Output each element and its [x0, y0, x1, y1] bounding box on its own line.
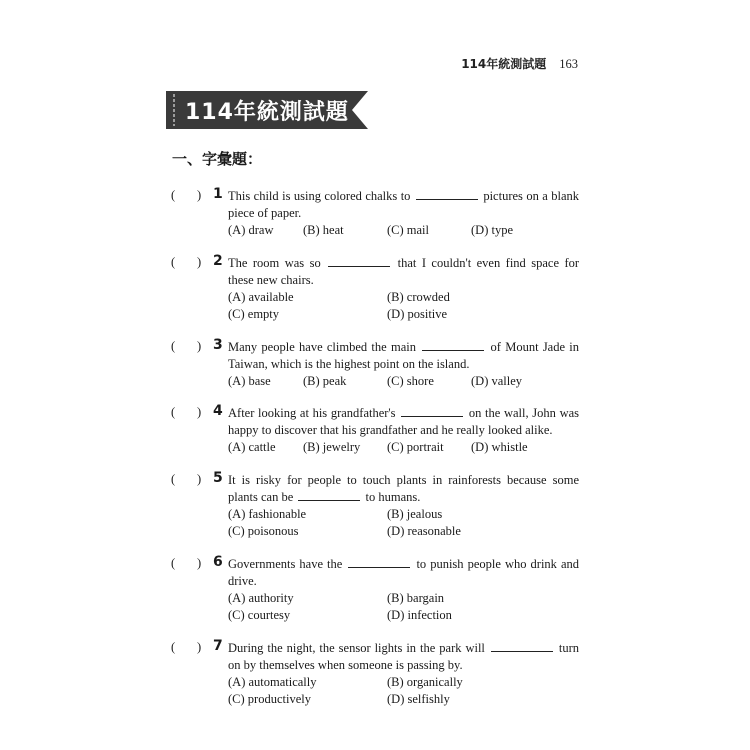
question-number: 3 — [213, 337, 223, 353]
answer-blank — [401, 405, 463, 417]
option-a: (A) automatically — [228, 675, 317, 689]
stem-text: that I couldn't even find space for these new chairs. — [228, 256, 580, 287]
running-head-title: 114年統測試題 — [461, 57, 547, 71]
question-number: 7 — [213, 638, 223, 654]
answer-blank — [422, 339, 484, 351]
option-c: (C) poisonous — [228, 524, 299, 538]
option-a: (A) fashionable — [228, 507, 307, 521]
question-number: 5 — [213, 470, 223, 486]
option-a: (A) cattle — [228, 440, 276, 454]
stem-text: After looking at his grandfather's — [228, 406, 396, 420]
answer-blank — [491, 640, 553, 652]
question-number: 2 — [213, 253, 223, 269]
stem-text: to humans. — [365, 490, 421, 504]
option-d: (D) whistle — [471, 440, 528, 454]
question-number: 1 — [213, 186, 223, 202]
option-d: (D) positive — [387, 307, 448, 321]
answer-paren-close: ) — [197, 339, 202, 353]
option-c: (C) portrait — [387, 440, 444, 454]
option-c: (C) courtesy — [228, 608, 291, 622]
answer-paren-open: ( — [171, 640, 176, 654]
page-number: 163 — [559, 57, 578, 71]
answer-paren-open: ( — [171, 472, 176, 486]
question-stem — [228, 472, 579, 506]
option-c: (C) productively — [228, 692, 311, 706]
option-b: (B) jealous — [387, 507, 443, 521]
answer-blank — [298, 489, 360, 501]
answer-paren-open: ( — [171, 255, 176, 269]
question-stem — [228, 339, 579, 373]
option-d: (D) valley — [471, 374, 523, 388]
option-b: (B) jewelry — [303, 440, 361, 454]
question-stem — [228, 255, 579, 289]
answer-paren-close: ) — [197, 188, 202, 202]
option-a: (A) draw — [228, 223, 274, 237]
stem-text: Many people have climbed the main — [228, 340, 416, 354]
stem-text: The room was so — [228, 256, 321, 270]
stem-text: During the night, the sensor lights in the park will — [228, 641, 485, 655]
answer-blank — [348, 556, 410, 568]
option-d: (D) selfishly — [387, 692, 450, 706]
answer-blank — [328, 255, 390, 267]
option-a: (A) authority — [228, 591, 294, 605]
option-a: (A) available — [228, 290, 294, 304]
option-a: (A) base — [228, 374, 271, 388]
answer-paren-open: ( — [171, 339, 176, 353]
answer-paren-open: ( — [171, 556, 176, 570]
answer-paren-close: ) — [197, 556, 202, 570]
question-stem — [228, 640, 579, 674]
question-stem — [228, 188, 579, 222]
option-d: (D) type — [471, 223, 513, 237]
question-stem — [228, 556, 579, 590]
stem-text: on the wall, John was happy to discover that his grandfather and he really looked alike. — [228, 406, 580, 437]
answer-paren-close: ) — [197, 405, 202, 419]
option-c: (C) empty — [228, 307, 280, 321]
option-d: (D) reasonable — [387, 524, 461, 538]
title-banner — [166, 91, 368, 129]
option-b: (B) heat — [303, 223, 344, 237]
option-b: (B) peak — [303, 374, 347, 388]
answer-paren-close: ) — [197, 640, 202, 654]
question-number: 4 — [213, 403, 223, 419]
answer-paren-close: ) — [197, 472, 202, 486]
answer-paren-open: ( — [171, 188, 176, 202]
option-c: (C) shore — [387, 374, 434, 388]
section-heading: 一、字彙題： — [172, 150, 263, 168]
question-stem — [228, 405, 579, 439]
question-number: 6 — [213, 554, 223, 570]
option-d: (D) infection — [387, 608, 452, 622]
stem-text: This child is using colored chalks to — [228, 189, 411, 203]
answer-paren-close: ) — [197, 255, 202, 269]
answer-blank — [416, 188, 478, 200]
stem-text: turn on by themselves when someone is passing by. — [228, 641, 580, 672]
stem-text: It is risky for people to touch plants in rainforests because some plants can be — [228, 473, 579, 504]
option-b: (B) crowded — [387, 290, 450, 304]
running-head — [461, 55, 578, 72]
option-b: (B) bargain — [387, 591, 445, 605]
option-c: (C) mail — [387, 223, 430, 237]
stem-text: Governments have the — [228, 557, 343, 571]
option-b: (B) organically — [387, 675, 463, 689]
stem-text: of Mount Jade in Taiwan, which is the highest point on the island. — [228, 340, 580, 371]
stem-text: to punish people who drink and drive. — [228, 557, 580, 588]
stem-text: pictures on a blank piece of paper. — [228, 189, 580, 220]
banner-title: 114年統測試題 — [185, 100, 349, 125]
answer-paren-open: ( — [171, 405, 176, 419]
